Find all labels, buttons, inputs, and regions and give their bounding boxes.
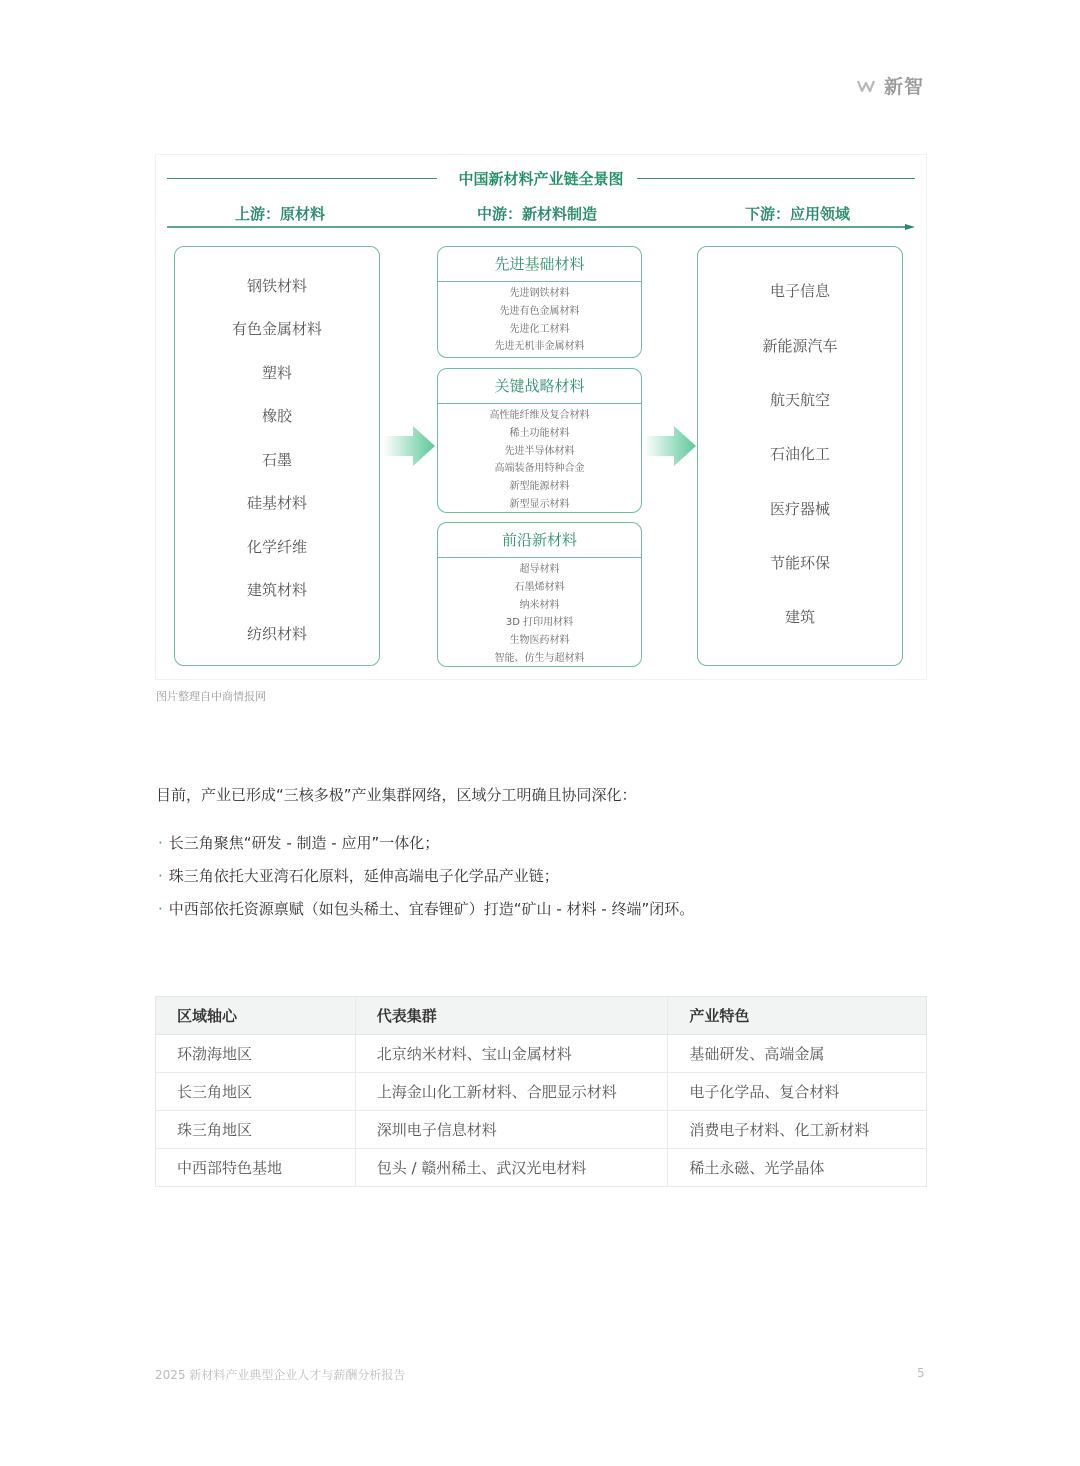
table-cell: 深圳电子信息材料: [355, 1111, 668, 1149]
table-cell: 电子化学品、复合材料: [668, 1073, 927, 1111]
upstream-item: 石墨: [261, 451, 292, 469]
flow-arrow-icon: [644, 424, 698, 468]
stage-upstream-label: 上游：原材料: [235, 205, 326, 223]
stage-downstream-label: 下游：应用领域: [745, 205, 851, 223]
midstream-item: 先进无机非金属材料: [494, 341, 585, 353]
table-row: [156, 1073, 927, 1111]
upstream-box: [174, 246, 380, 666]
region-cluster-table: [155, 996, 927, 1187]
footer-report-title: 2025 新材料产业典型企业人才与薪酬分析报告: [155, 1368, 406, 1382]
logo-text: 新智: [884, 76, 925, 98]
downstream-item: 石油化工: [769, 445, 830, 463]
flow-arrow-icon: [383, 424, 437, 468]
upstream-item: 塑料: [261, 364, 292, 382]
upstream-item: 钢铁材料: [246, 277, 307, 295]
midstream-group-strategic: [437, 368, 642, 513]
column-header: 代表集群: [355, 997, 668, 1035]
stage-midstream-label: 中游：新材料制造: [477, 205, 598, 223]
midstream-item: 3D 打印用材料: [505, 617, 574, 629]
midstream-item: 超导材料: [519, 564, 560, 575]
bullet-text: 长三角聚焦“研发 - 制造 - 应用”一体化；: [168, 834, 440, 852]
table-row: [156, 1111, 927, 1149]
table-cell: 中西部特色基地: [156, 1149, 356, 1187]
midstream-item: 新型能源材料: [509, 481, 570, 493]
bullet-dot-icon: ·: [158, 867, 163, 885]
logo-mark-icon: [856, 77, 878, 95]
upstream-item: 化学纤维: [246, 538, 307, 556]
bullet-item: [158, 832, 439, 853]
midstream-item: 先进化工材料: [509, 323, 570, 335]
midstream-group-title: 关键战略材料: [438, 369, 641, 404]
image-source-caption: 图片整理自中商情报网: [156, 690, 266, 703]
midstream-item: 纳米材料: [519, 599, 560, 611]
table-cell: 基础研发、高端金属: [668, 1035, 927, 1073]
diagram-title: 中国新材料产业链全景图: [450, 170, 631, 188]
column-header: 产业特色: [668, 997, 927, 1035]
midstream-group-title: 先进基础材料: [438, 247, 641, 282]
downstream-item: 医疗器械: [769, 500, 830, 518]
upstream-item: 纺织材料: [246, 625, 307, 643]
downstream-item: 建筑: [784, 608, 815, 626]
table-cell: 长三角地区: [156, 1073, 356, 1111]
bullet-dot-icon: ·: [158, 834, 163, 852]
midstream-item: 先进有色金属材料: [499, 305, 580, 317]
bullet-text: 中西部依托资源禀赋（如包头稀土、宜春锂矿）打造“矿山 - 材料 - 终端”闭环。: [168, 900, 695, 918]
bullet-dot-icon: ·: [158, 900, 163, 918]
diagram-title-row: [167, 168, 915, 190]
footer-page-number: 5: [917, 1366, 925, 1380]
midstream-item: 先进半导体材料: [504, 445, 575, 457]
table-cell: 包头 / 赣州稀土、武汉光电材料: [355, 1149, 668, 1187]
table-cell: 环渤海地区: [156, 1035, 356, 1073]
table-row: [156, 1149, 927, 1187]
bullet-item: [158, 898, 694, 919]
intro-paragraph: 目前，产业已形成“三核多极”产业集群网络，区域分工明确且协同深化：: [156, 786, 637, 804]
midstream-group-basic: [437, 246, 642, 358]
midstream-item: 高端装备用特种合金: [494, 463, 585, 475]
midstream-item: 新型显示材料: [509, 498, 570, 510]
downstream-item: 电子信息: [769, 282, 830, 300]
midstream-item: 高性能纤维及复合材料: [489, 410, 590, 421]
stage-timeline-arrow: [167, 224, 915, 232]
upstream-item: 有色金属材料: [231, 320, 322, 338]
downstream-item: 新能源汽车: [762, 337, 838, 355]
column-header: 区域轴心: [156, 997, 356, 1035]
midstream-item: 稀土功能材料: [509, 427, 570, 439]
midstream-item: 生物医药材料: [509, 635, 570, 647]
table-cell: 上海金山化工新材料、合肥显示材料: [355, 1073, 668, 1111]
bullet-item: [158, 865, 559, 886]
downstream-item: 节能环保: [769, 554, 830, 572]
table-header-row: [156, 997, 927, 1035]
upstream-item: 建筑材料: [246, 581, 307, 599]
downstream-box: [697, 246, 903, 666]
upstream-item: 硅基材料: [246, 494, 307, 512]
brand-logo: [856, 72, 924, 99]
bullet-text: 珠三角依托大亚湾石化原料，延伸高端电子化学品产业链；: [168, 867, 559, 885]
table-row: [156, 1035, 927, 1073]
table-cell: 稀土永磁、光学晶体: [668, 1149, 927, 1187]
midstream-item: 先进钢铁材料: [509, 288, 570, 299]
midstream-item: 智能、仿生与超材料: [494, 652, 585, 664]
midstream-item: 石墨烯材料: [514, 581, 565, 593]
midstream-group-title: 前沿新材料: [438, 523, 641, 558]
downstream-item: 航天航空: [769, 391, 830, 409]
midstream-group-frontier: [437, 522, 642, 667]
table-cell: 消费电子材料、化工新材料: [668, 1111, 927, 1149]
upstream-item: 橡胶: [261, 407, 292, 425]
table-cell: 北京纳米材料、宝山金属材料: [355, 1035, 668, 1073]
table-cell: 珠三角地区: [156, 1111, 356, 1149]
